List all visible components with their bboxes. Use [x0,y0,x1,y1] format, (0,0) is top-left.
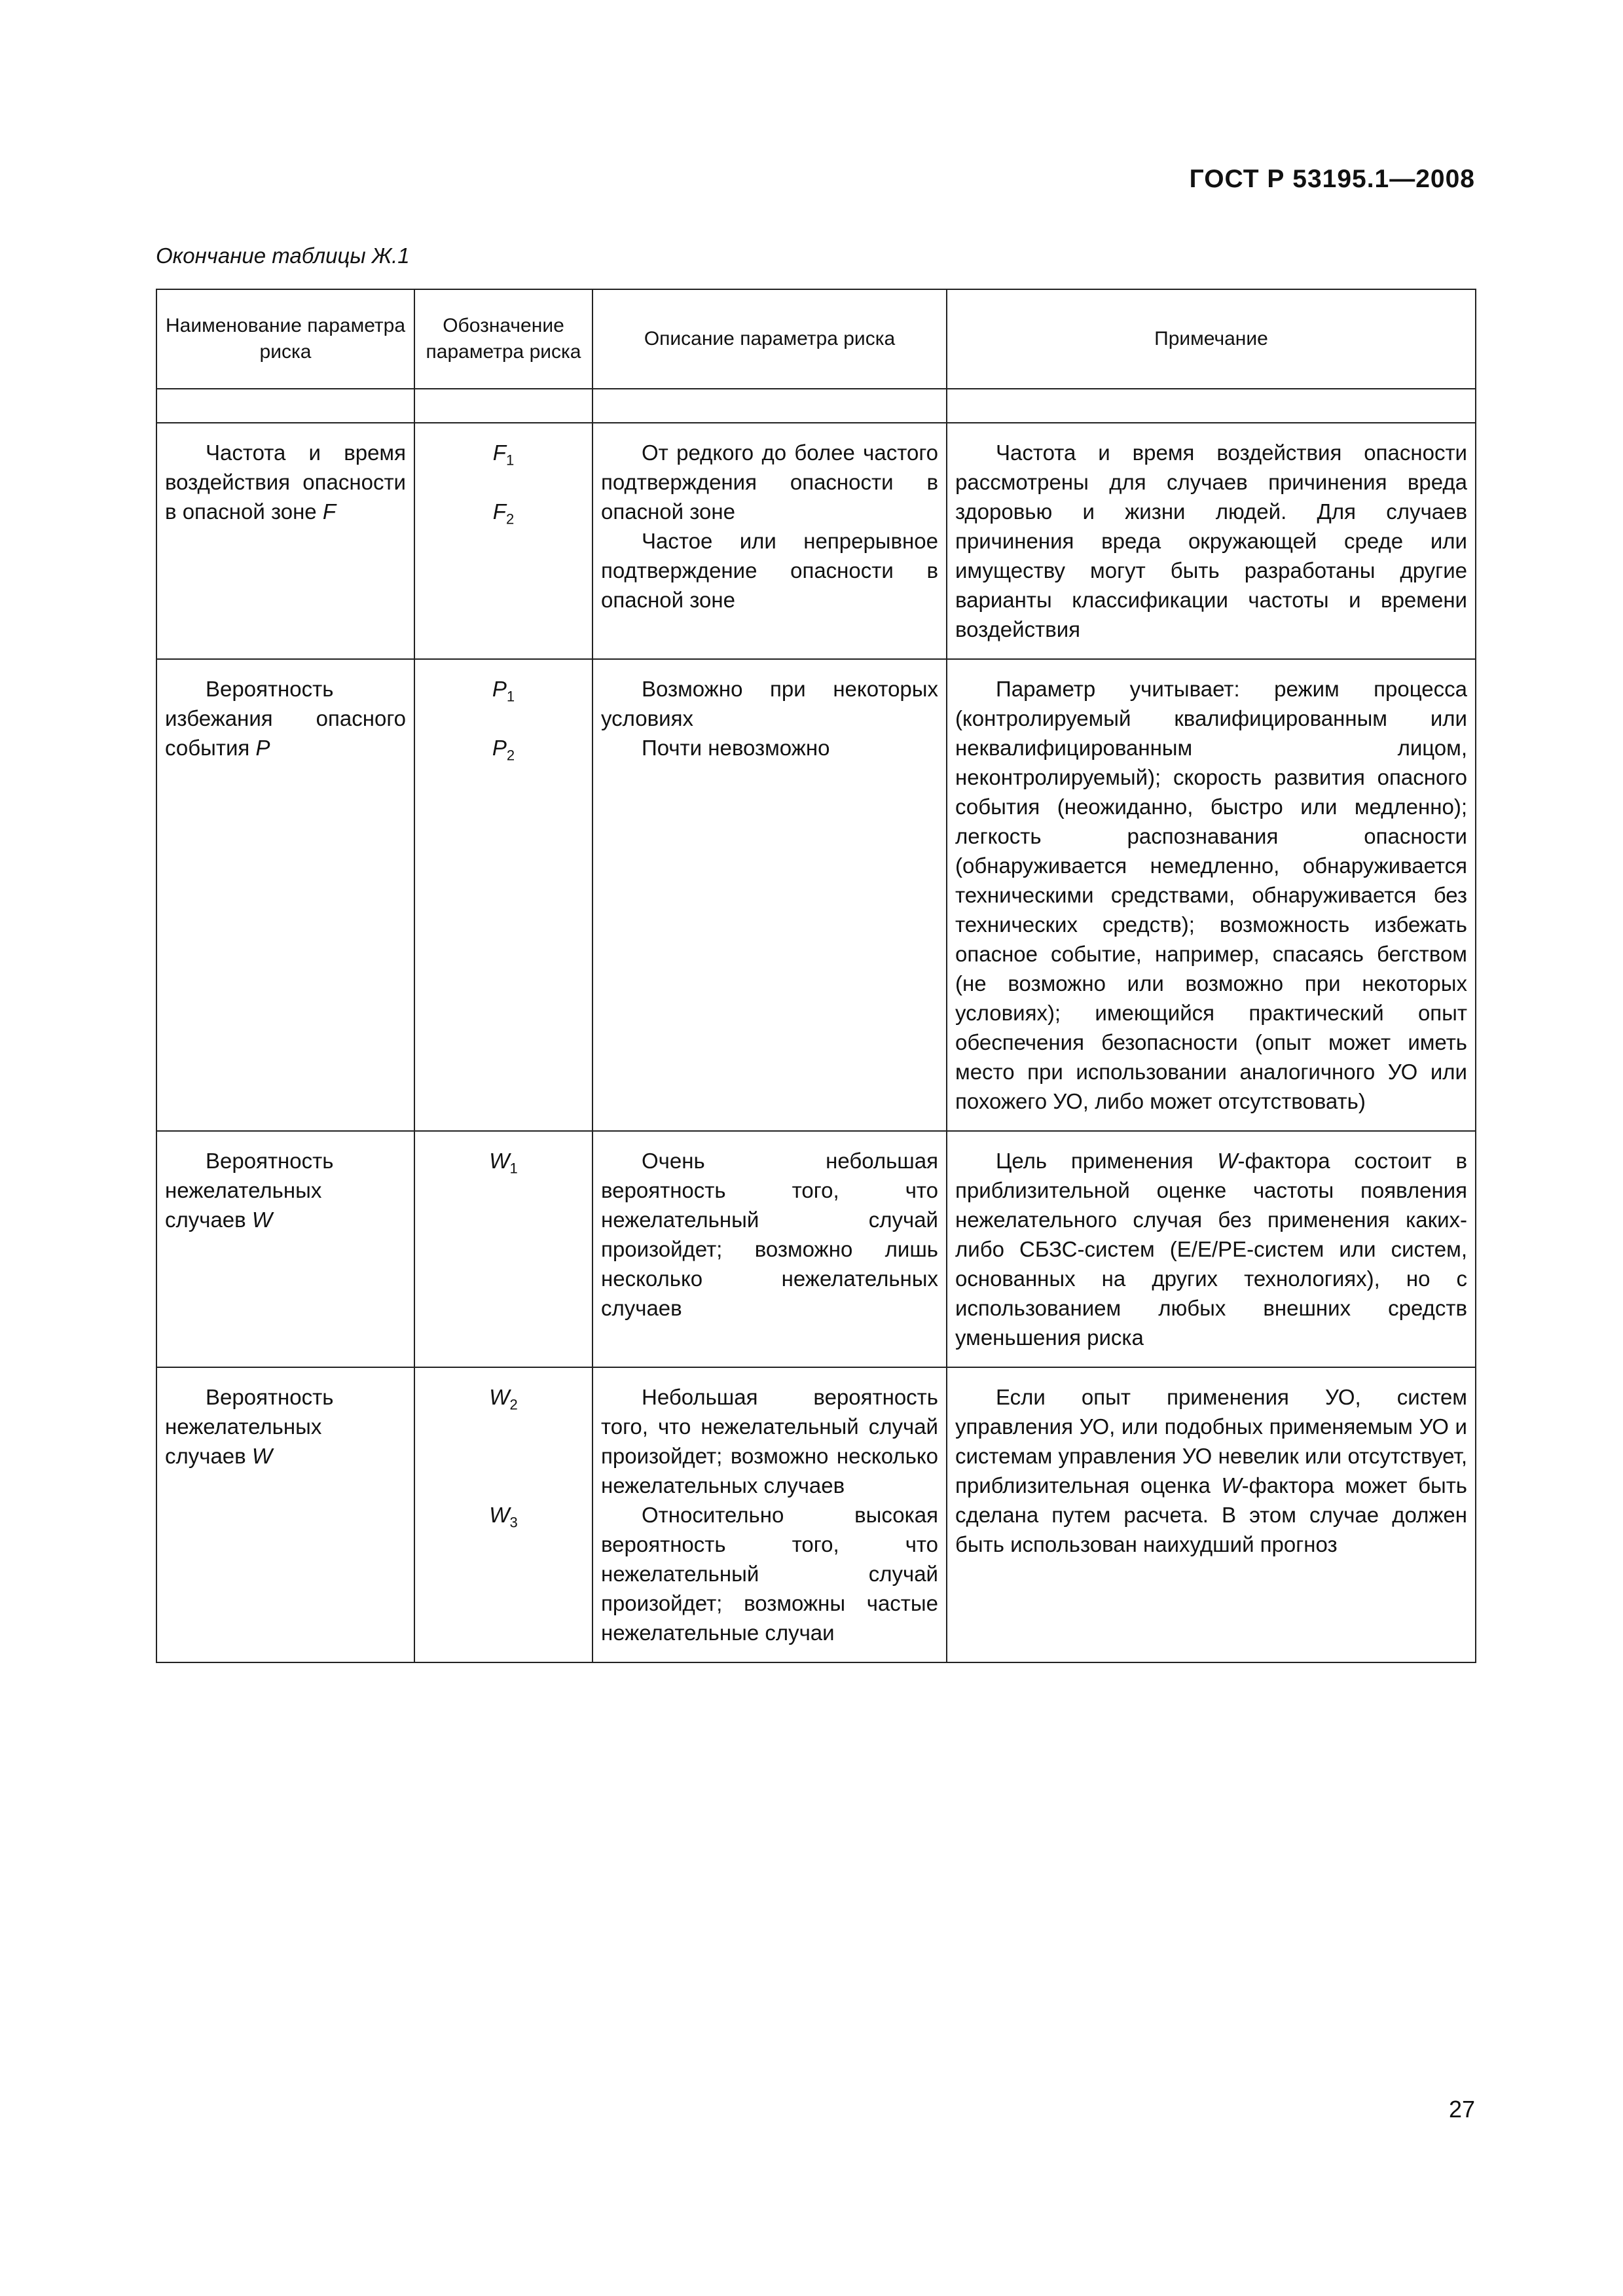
parameter-name-symbol: W [251,1208,273,1232]
parameter-name-text: Вероятность нежелательных случаев [165,1149,334,1232]
column-header-symbol: Обозначение параметра риска [414,289,593,389]
parameter-note-cell [947,423,1476,659]
note-text: Параметр учитывает: режим процесса (контролируемый квалифицированным или неквалифицированным лицом, неконтролируемый); скорость развития опасного события (неожиданно, быстро или медленно); легкость распознавания опасности (обнаруживается немедленно, обнаруживается техническими средствами, обнаруживается без технических средств); возможность избежать опасное событие, например, спасаясь бегством (не возможно или возможно при некоторых условиях); имеющийся практический опыт обеспечения безопасности (опыт может иметь место при использовании аналогичного УО или похожего УО, либо может отсутствовать) [955,677,1467,1113]
symbol-p1: $P_1$ [492,677,515,705]
parameter-name-symbol: W [251,1444,273,1468]
symbol-w1: $W_1$ [489,1149,518,1177]
symbol-w2: $W_2$ [489,1385,518,1413]
table-header-row [156,289,1476,389]
note-text: Если опыт применения УО, систем управления УО, или подобных применяемым УО и системам управления УО невелик или отсутствует, приблизительная оценка [955,1385,1467,1498]
table-row [156,1131,1476,1367]
column-header-description: Описание параметра риска [593,289,947,389]
parameter-note-cell: Цель применения W-фактора состоит в приблизительной оценке частоты появления нежелательного случая без применения каких-либо СБЗС-систем (Е/Е/РЕ-систем или систем, основанных на других технологиях), но с использованием любых внешних средств уменьшения риска [947,1131,1476,1367]
header-separator [156,389,1476,423]
symbol-w3: $W_3$ [489,1503,518,1531]
description-p1: Возможно при некоторых условиях [601,677,938,730]
table-row [156,423,1476,659]
description-p2: Почти невозможно [642,736,830,760]
note-symbol: W [1217,1149,1238,1173]
parameter-description-cell [593,659,947,1131]
parameter-symbol-cell [414,423,593,659]
parameter-name-cell [156,659,414,1131]
parameter-name-cell [156,1367,414,1662]
note-text: Частота и время воздействия опасности рассмотрены для случаев причинения вреда здоровью и жизни людей. Для случаев причинения вреда окружающей среде или имуществу могут быть разработаны другие варианты классификации частоты и времени воздействия [955,440,1467,641]
column-header-note: Примечание [947,289,1476,389]
parameter-name-cell [156,1131,414,1367]
parameter-symbol-cell [414,1367,593,1662]
note-symbol: W [1221,1473,1242,1498]
page-number: 27 [1448,2096,1475,2123]
parameter-name-text: Вероятность избежания опасного события [165,677,406,760]
description-f2: Частое или непрерывное подтверждение опасности в опасной зоне [601,529,938,612]
table-row [156,1367,1476,1662]
description-f1: От редкого до более частого подтверждения опасности в опасной зоне [601,440,938,524]
table-row [156,659,1476,1131]
description-w3: Относительно высокая вероятность того, что нежелательный случай произойдет; возможны частые нежелательные случаи [601,1503,938,1645]
parameter-symbol-cell [414,1131,593,1367]
parameter-name-text: Вероятность нежелательных случаев [165,1385,334,1468]
parameter-note-cell: Если опыт применения УО, систем управления УО, или подобных применяемым УО и системам управления УО невелик или отсутствует, приблизительная оценка W-фактора может быть сделана путем расчета. В этом случае должен быть использован наихудший прогноз [947,1367,1476,1662]
document-code: ГОСТ Р 53195.1—2008 [1189,165,1475,193]
parameter-name-symbol: P [255,736,270,760]
table-caption: Окончание таблицы Ж.1 [156,243,410,268]
column-header-name: Наименование параметра риска [156,289,414,389]
note-text: Цель применения [996,1149,1218,1173]
parameter-name-text: Частота и время воздействия опасности в опасной зоне [165,440,406,524]
parameter-description-cell [593,1367,947,1662]
parameter-name-cell [156,423,414,659]
parameter-description-cell [593,1131,947,1367]
parameter-note-cell [947,659,1476,1131]
symbol-f1: $F_1$ [492,440,515,469]
symbol-p2: $P_2$ [492,736,515,764]
parameter-symbol-cell [414,659,593,1131]
symbol-f2: $F_2$ [492,499,515,528]
description-w1: Очень небольшая вероятность того, что нежелательный случай произойдет; возможно лишь несколько нежелательных случаев [601,1149,938,1320]
risk-parameters-table [156,289,1476,1663]
parameter-description-cell [593,423,947,659]
parameter-name-symbol: F [322,499,336,524]
description-w2: Небольшая вероятность того, что нежелательный случай произойдет; возможно несколько нежелательных случаев [601,1385,938,1498]
